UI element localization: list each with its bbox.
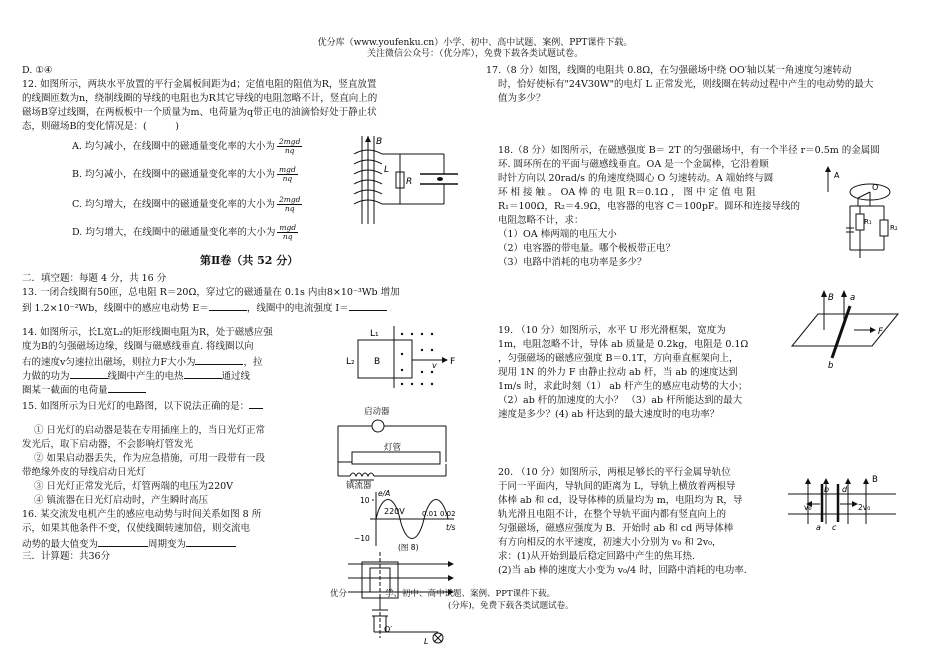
q20-line: 20. （10 分）如图所示，两根足够长的平行金属导轨位 bbox=[498, 467, 731, 478]
fig14-label-l1: L₁ bbox=[370, 329, 379, 339]
fig14-label-l2: L₂ bbox=[346, 357, 355, 367]
arrow-up-icon bbox=[365, 136, 371, 142]
q16-line: 16. 某交流发电机产生的感应电动势与时间关系如图 8 所 bbox=[22, 509, 262, 520]
figure-q16-emf-graph bbox=[354, 488, 460, 550]
q12-line: 12. 如图所示，两块水平放置的平行金属板间距为d；定值电阻的阻值为R，竖直放置 bbox=[22, 79, 377, 90]
fig19-label-f: F bbox=[878, 327, 883, 337]
q18-line: 时针方向以 20rad/s 的角速度绕圆心 O 匀速转动。A 端始终与圆 bbox=[498, 173, 774, 184]
fig18-label-o: O bbox=[872, 183, 879, 192]
figure-q18-rotating-rod bbox=[822, 166, 902, 260]
q19-line: ，匀强磁场的磁感应强度 B＝0.1T，方向垂直框架向上， bbox=[498, 353, 739, 364]
page-header-line2: 关注微信公众号：（优分库），免费下载各类试题试卷。 bbox=[366, 49, 583, 59]
q18-line: 18.（8 分）如图所示，在磁感强度 B＝ 2T 的匀强磁场中，有一个半径 r＝0.5m 的金属圆 bbox=[498, 145, 880, 156]
fig18-label-r1: R₁ bbox=[864, 218, 872, 226]
page-footer-line2: (分库)，免费下载各类试题试卷。 bbox=[448, 601, 574, 611]
q16-line: 动势的最大值变为 周期变为 bbox=[22, 536, 236, 551]
calc-section-title: 三．计算题：共36分 bbox=[22, 551, 111, 562]
page-header-line1: 优分库（www.youfenku.cn）小学、初中、高中试题、案例、PPT课件下载。 bbox=[317, 38, 633, 48]
fig15-label-tube: 灯管 bbox=[384, 443, 402, 453]
part2-title: 第Ⅱ卷（共 52 分） bbox=[200, 254, 299, 267]
q20-line: (2)当 ab 棒的速度大小变为 v₀/4 时，回路中消耗的电功率. bbox=[498, 565, 747, 576]
q11-option-d: D. ①④ bbox=[22, 65, 53, 76]
fig20-label-rod-a: a bbox=[816, 523, 821, 532]
q18-line: 电阻忽略不计，求： bbox=[498, 215, 584, 226]
fig20-label-v0: v₀ bbox=[804, 503, 812, 512]
q17-line: 17.（8 分）如图，线圈的电阻共 0.8Ω，在匀强磁场中绕 OO′轴以某一角速度匀速转动 bbox=[486, 65, 852, 76]
fig14-label-f: F bbox=[450, 357, 456, 367]
q18-line: （1）OA 棒两端的电压大小 bbox=[498, 229, 617, 240]
fill-section-title: 二．填空题：每题 4 分，共 16 分 bbox=[22, 273, 167, 284]
q15-line: 发光后，取下启动器，不会影响灯管发光 bbox=[22, 439, 194, 450]
q19-line: 1m/s 时，求此时刻（1） ab 杆产生的感应电动势的大小； bbox=[498, 381, 748, 392]
arrow-right-icon bbox=[442, 357, 448, 363]
q18-line: （3）电路中消耗的电功率是多少？ bbox=[498, 257, 647, 268]
fig17-label-l: L bbox=[424, 637, 429, 646]
q19-line: 速度是多少？(4) ab 杆达到的最大速度时的电功率？ bbox=[498, 409, 720, 420]
q17-line: 值为多少？ bbox=[498, 93, 546, 104]
fig14-label-b: B bbox=[374, 357, 381, 367]
q18-line: R₁＝100Ω，R₂＝4.9Ω，电容器的电容 C＝100pF。圆环和连接导线的 bbox=[498, 201, 801, 212]
oil-drop-icon bbox=[437, 177, 443, 181]
q14-line: 力做的功为 线圈中产生的电热 通过线 bbox=[22, 368, 250, 383]
q20-line: 匀强磁场，磁感应强度为 B．开始时 ab 和 cd 两导体棒 bbox=[498, 523, 734, 534]
q20-line: 于同一平面内，导轨间的距离为 L，导轨上横放着两根导 bbox=[498, 481, 736, 492]
arrow-up-icon bbox=[825, 166, 831, 172]
q12-line: 磁场B穿过线圈，在两板板中一个质量为m、电荷量为q带正电的油滴恰好处于静止状 bbox=[22, 107, 377, 118]
fig15-label-starter: 启动器 bbox=[364, 407, 390, 417]
q19-line: 1m，电阻忽略不计，导体 ab 质量是 0.2kg，电阻是 0.1Ω bbox=[498, 339, 749, 350]
fig16-axis-e: e/A bbox=[378, 489, 391, 498]
arrow-up-icon bbox=[821, 290, 827, 297]
q16-line: 示，如果其他条件不变，仅使线圈转速加倍，则交流电 bbox=[22, 523, 251, 534]
figure-q19-u-frame bbox=[788, 290, 900, 372]
fig16-label-max: 10 bbox=[360, 496, 370, 505]
q12-option-a: A. 均匀减小，在线圈中的磁通量变化率的大小为 $\frac{\text{2mgd}}{nq}$ bbox=[72, 137, 301, 155]
q13-line: 到 1.2×10⁻²Wb，线圈中的感应电动势 E＝ ，线圈中的电流强度 I＝ bbox=[22, 300, 387, 315]
fig19-label-a: a bbox=[850, 293, 856, 303]
q12-option-c: C. 均匀增大，在线圈中的磁通量变化率的大小为 $\frac{\text{2mgd}}{nq}$ bbox=[72, 195, 301, 213]
fig15-label-ballast: 镇流器 bbox=[346, 481, 372, 491]
q19-line: 19. （10 分）如图所示，水平 U 形光滑框架，宽度为 bbox=[498, 325, 726, 336]
fig16-label-volt: 220V bbox=[384, 507, 405, 516]
fig20-label-b: B bbox=[872, 475, 878, 485]
q20-line: 体棒 ab 和 cd，设导体棒的质量均为 m，电阻均为 R，导 bbox=[498, 495, 743, 506]
fig16-axis-t: t/s bbox=[446, 523, 456, 532]
q14-line: 圈某一截面的电荷量 bbox=[22, 382, 146, 397]
q15-line: 15. 如图所示为日光灯的电路图，以下说法正确的是： bbox=[22, 398, 263, 413]
fig17-label-o2: O′ bbox=[384, 625, 393, 634]
fig12-label-b: B bbox=[376, 137, 383, 147]
q13-line: 13. 一闭合线圈有50匝，总电阻 R＝20Ω，穿过它的磁通量在 0.1s 内由8×10⁻³Wb 增加 bbox=[22, 287, 400, 298]
fig12-label-r: R bbox=[406, 177, 413, 187]
q12-option-d: D. 均匀增大，在线圈中的磁通量变化率的大小为 $\frac{\text{mgd}}{nq}$ bbox=[72, 223, 297, 241]
q14-line: 右的速度v匀速拉出磁场，则拉力F大小为 ，拉 bbox=[22, 354, 262, 369]
arrow-right-icon bbox=[870, 327, 876, 333]
q14-line: 14. 如图所示，长L宽L₂的矩形线圈电阻为R，处于磁感应强 bbox=[22, 327, 273, 338]
q19-line: （2）ab 杆的加速度的大小？ （3）ab 杆所能达到的最大 bbox=[498, 395, 743, 406]
figure-q20-two-rods bbox=[784, 470, 900, 532]
fig20-label-rod-d: d bbox=[842, 485, 848, 494]
fig20-label-rod-b: b bbox=[824, 485, 830, 494]
q20-line: 轨光滑且电阻不计，在整个导轨平面内都有竖直向上的 bbox=[498, 509, 727, 520]
q18-line: 环. 圆环所在的平面与磁感线垂直。OA 是一个金属棒，它沿着顺 bbox=[498, 159, 769, 170]
fig16-label-min: −10 bbox=[354, 534, 370, 543]
q18-line: 环 相 接 触 。 OA 棒 的 电 阻 R＝0.1Ω ， 图 中 定 值 电 阻 bbox=[498, 187, 756, 198]
q15-line: ② 如果启动器丢失，作为应急措施，可用一段带有一段 bbox=[34, 453, 266, 464]
fig16-caption: (图 8) bbox=[398, 543, 419, 552]
fig19-label-b: B bbox=[828, 293, 834, 303]
q17-line: 时，恰好使标有"24V30W"的电灯 L 正常发光，则线圈在转动过程中产生的电动势的最大 bbox=[498, 79, 874, 90]
figure-q15-fluorescent-circuit bbox=[334, 404, 460, 491]
figure-q14-rect-coil bbox=[346, 324, 462, 390]
q12-option-b: B. 均匀减小，在线圈中的磁通量变化率的大小为 $\frac{\text{mgd}}{nq}$ bbox=[72, 165, 296, 183]
fig12-label-l: L bbox=[384, 165, 390, 175]
q15-line: ④ 镇流器在日光灯启动时，产生瞬时高压 bbox=[34, 495, 209, 506]
q15-line: 带绝缘外皮的导线启动日光灯 bbox=[22, 467, 146, 478]
q12-line: 态，则磁场B的变化情况是：( ) bbox=[22, 121, 179, 132]
fig14-label-v: v bbox=[432, 361, 437, 370]
arrow-up-icon bbox=[841, 290, 847, 297]
q18-line: （2）电容器的带电量。哪个极板带正电？ bbox=[498, 243, 676, 254]
q20-line: 有方向相反的水平速度，初速大小分别为 v₀ 和 2v₀， bbox=[498, 537, 722, 548]
fig20-label-2v0: 2v₀ bbox=[858, 503, 871, 512]
figure-q12-coil-circuit bbox=[340, 134, 460, 226]
fig16-tick-t1: 0.01 bbox=[422, 510, 438, 518]
page-footer-line1: 优分 学、初中、高中试题、案例、PPT课件下载。 bbox=[330, 589, 556, 599]
q15-line: ③ 日光灯正常发光后，灯管两端的电压为220V bbox=[34, 481, 234, 492]
q14-line: 度为B的匀强磁场边缘，线圈与磁感线垂直. 将线圈以向 bbox=[22, 341, 254, 352]
q12-line: 的线圈匝数为n，绕制线圈的导线的电阻也为R其它导线的电阻忽略不计，竖直向上的 bbox=[22, 93, 378, 104]
fig18-label-r2: R₂ bbox=[890, 224, 898, 232]
fig18-label-a: A bbox=[834, 171, 840, 180]
fig20-label-rod-c: c bbox=[832, 523, 837, 532]
fig16-tick-t2: 0.02 bbox=[440, 510, 456, 518]
q20-line: 求：(1)从开始到最后稳定回路中产生的焦耳热. bbox=[498, 551, 695, 562]
fig19-label-rod-b: b bbox=[828, 361, 834, 371]
q15-line: ① 日光灯的启动器是装在专用插座上的，当日光灯正常 bbox=[34, 425, 266, 436]
q19-line: 现用 1N 的外力 F 由静止拉动 ab 杆，当 ab 的速度达到 bbox=[498, 367, 738, 378]
